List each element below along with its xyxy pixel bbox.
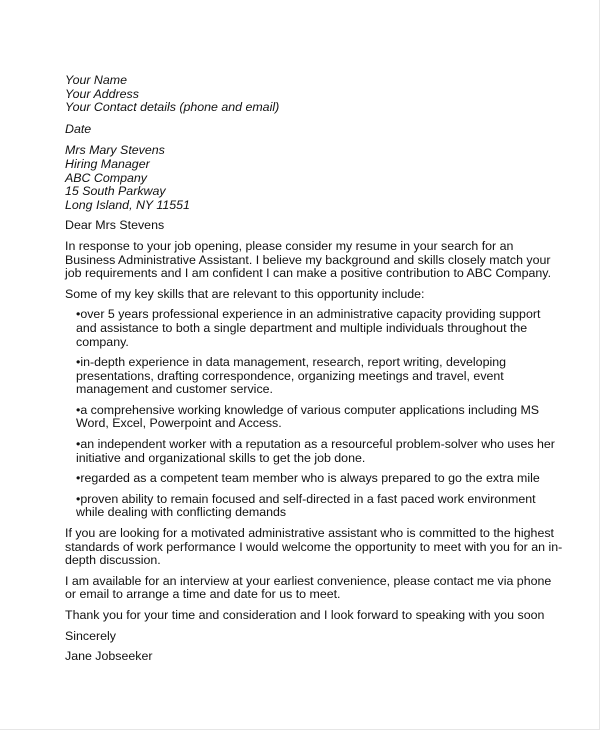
closing-text: Sincerely	[65, 628, 116, 643]
recipient-name: Mrs Mary Stevens	[65, 143, 165, 158]
skills-intro-text: Some of my key skills that are relevant to this opportunity include:	[65, 286, 425, 301]
skill-line: •a comprehensive working knowledge of various computer applications including MS	[76, 402, 540, 417]
skill-item	[65, 472, 545, 486]
skill-line: •an independent worker with a reputation as a resourceful problem-solver who uses her	[76, 437, 555, 452]
intro-line: job requirements and I am confident I can make a positive contribution to ABC Company.	[65, 266, 552, 281]
skill-item	[65, 356, 545, 397]
sender-block	[65, 74, 545, 115]
sender-address: Your Address	[65, 86, 139, 101]
skill-line: •proven ability to remain focused and self-directed in a fast paced work environment	[76, 491, 536, 506]
skill-item	[65, 404, 545, 431]
skill-line: presentations, drafting correspondence, organizing meetings and travel, event	[76, 368, 504, 383]
recipient-company: ABC Company	[65, 170, 147, 185]
motivation-paragraph	[65, 526, 563, 568]
motivation-line: standards of work performance I would welcome the opportunity to meet with you for an in-	[65, 539, 563, 554]
salutation-text: Dear Mrs Stevens	[65, 218, 165, 233]
skill-line: initiative and organizational skills to get the job done.	[76, 450, 366, 465]
skill-item	[65, 437, 555, 465]
intro-paragraph	[65, 238, 552, 281]
signature-name: Jane Jobseeker	[65, 649, 153, 664]
skill-line: •over 5 years professional experience in an administrative capacity providing support	[76, 307, 541, 322]
availability-line: I am available for an interview at your earliest convenience, please contact me via phone	[65, 573, 552, 588]
skill-line: management and customer service.	[76, 382, 273, 397]
motivation-line: If you are looking for a motivated administrative assistant who is committed to the highest	[65, 526, 554, 541]
thanks-text: Thank you for your time and consideration and I look forward to speaking with you soon	[65, 608, 545, 622]
signature	[65, 650, 545, 664]
recipient-street: 15 South Parkway	[65, 184, 166, 199]
skill-line: and assistance to both a single department and multiple individuals throughout the	[76, 320, 528, 335]
skill-item	[65, 493, 545, 520]
date-line	[65, 123, 545, 137]
skill-line: •in-depth experience in data management, research, report writing, developing	[76, 355, 506, 370]
sender-name: Your Name	[65, 73, 127, 87]
closing	[65, 630, 545, 644]
salutation	[65, 219, 545, 233]
skills-list	[65, 307, 555, 520]
skill-line: while dealing with conflicting demands	[76, 505, 287, 520]
recipient-city: Long Island, NY 11551	[65, 197, 190, 212]
availability-paragraph	[65, 573, 552, 602]
skills-intro	[65, 288, 545, 302]
thanks-paragraph	[65, 609, 545, 623]
intro-line: Business Administrative Assistant. I believe my background and skills closely match your	[65, 252, 551, 267]
motivation-line: depth discussion.	[65, 553, 161, 568]
skill-line: company.	[76, 334, 129, 349]
letter-date: Date	[65, 121, 92, 136]
skill-line: •regarded as a competent team member who is always prepared to go the extra mile	[76, 471, 540, 486]
recipient-title: Hiring Manager	[65, 156, 150, 171]
intro-line: In response to your job opening, please consider my resume in your search for an	[65, 238, 514, 253]
sender-contact: Your Contact details (phone and email)	[65, 100, 280, 115]
recipient-block	[65, 144, 545, 212]
availability-line: or email to arrange a time and date for us to meet.	[65, 587, 341, 602]
letter-content	[65, 73, 563, 664]
skill-line: Word, Excel, Powerpoint and Access.	[76, 416, 282, 431]
skill-item	[65, 308, 545, 349]
